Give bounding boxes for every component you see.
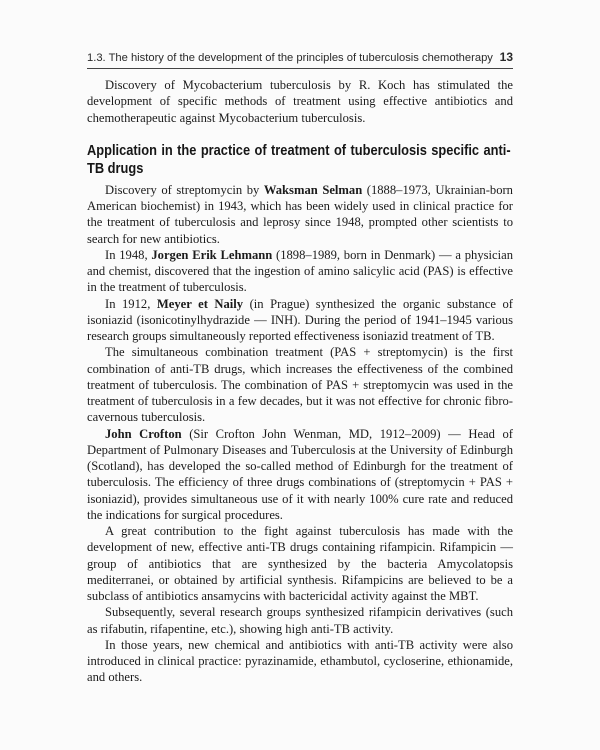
person-name: John Crofton bbox=[105, 426, 182, 441]
section-heading: Application in the practice of treatment of tuberculosis specific anti-TB drugs bbox=[87, 142, 511, 177]
paragraph-streptomycin: Discovery of streptomycin by Waksman Selman (1888–1973, Ukrainian-born American biochemist) in 1943, which has been widely used in clinical practice for the treatment of tuberculosis and leprosy since 1948, prompted other scientists to search for new antibiotics. bbox=[87, 182, 513, 246]
paragraph-combination: The simultaneous combination treatment (PAS + streptomycin) is the first combination of anti-TB drugs, which increases the effectiveness of the combined treatment of tuberculosis. The combination of PAS + streptomycin was used in the treatment of tuberculosis in a few decades, but it was not effective for chronic fibro-cavernous tuberculosis. bbox=[87, 345, 513, 425]
person-name: Meyer et Naily bbox=[156, 296, 244, 311]
paragraph-pas: In 1948, Jorgen Erik Lehmann (1898–1989, born in Denmark) — a physician and chemist, discovered that the ingestion of amino salicylic acid (PAS) is effective in the treatment of tuberculosis. bbox=[87, 247, 513, 295]
paragraph-new-drugs: In those years, new chemical and antibiotics with anti-TB activity were also introduced in clinical practice: pyrazinamide, ethambutol, cycloserine, ethionamide, and others. bbox=[87, 637, 513, 685]
paragraph-crofton: John Crofton (Sir Crofton John Wenman, MD, 1912–2009) — Head of Department of Pulmonary Diseases and Tuberculosis at the University of Edinburgh (Scotland), has developed the so-called method of Edinburgh for the treatment of tuberculosis. The efficiency of three drugs combinations of (streptomycin + PAS + isoniazid), provides simultaneous use of it with nearly 100% cure rate and reduced the indications for surgical procedures. bbox=[87, 426, 513, 522]
running-header bbox=[87, 50, 513, 64]
intro-paragraph: Discovery of Mycobacterium tuberculosis by R. Koch has stimulated the development of specific methods of treatment using effective antibiotics and chemotherapeutic against Mycobacterium tuberculosis. bbox=[87, 78, 513, 125]
paragraph-derivatives: Subsequently, several research groups synthesized rifampicin derivatives (such as rifabutin, rifapentine, etc.), showing high anti-TB activity. bbox=[87, 605, 513, 636]
paragraph-isoniazid: In 1912, Meyer et Naily (in Prague) synthesized the organic substance of isoniazid (isonicotinylhydrazide — INH). During the period of 1941–1945 various research groups simultaneously reported effectiveness isoniazid treatment of TB. bbox=[87, 296, 513, 343]
page-body bbox=[87, 77, 513, 686]
header-rule bbox=[87, 68, 513, 69]
paragraph-rifampicin: A great contribution to the fight against tuberculosis has made with the development of new, effective anti-TB drugs containing rifampicin. Rifampicin — group of antibiotics that are synthesized by the bacteria Amycolatopsis mediterranei, or obtained by artificial synthesis. Rifampicins are believed to be a subclass of antibiotics ansamycins with bactericidal activity against the MBT. bbox=[87, 524, 513, 603]
person-name: Waksman Selman bbox=[263, 182, 363, 197]
person-name: Jorgen Erik Lehmann bbox=[151, 247, 273, 262]
running-title: 1.3. The history of the development of the principles of tuberculosis chemotherapy bbox=[87, 52, 493, 64]
page-number: 13 bbox=[499, 50, 513, 64]
